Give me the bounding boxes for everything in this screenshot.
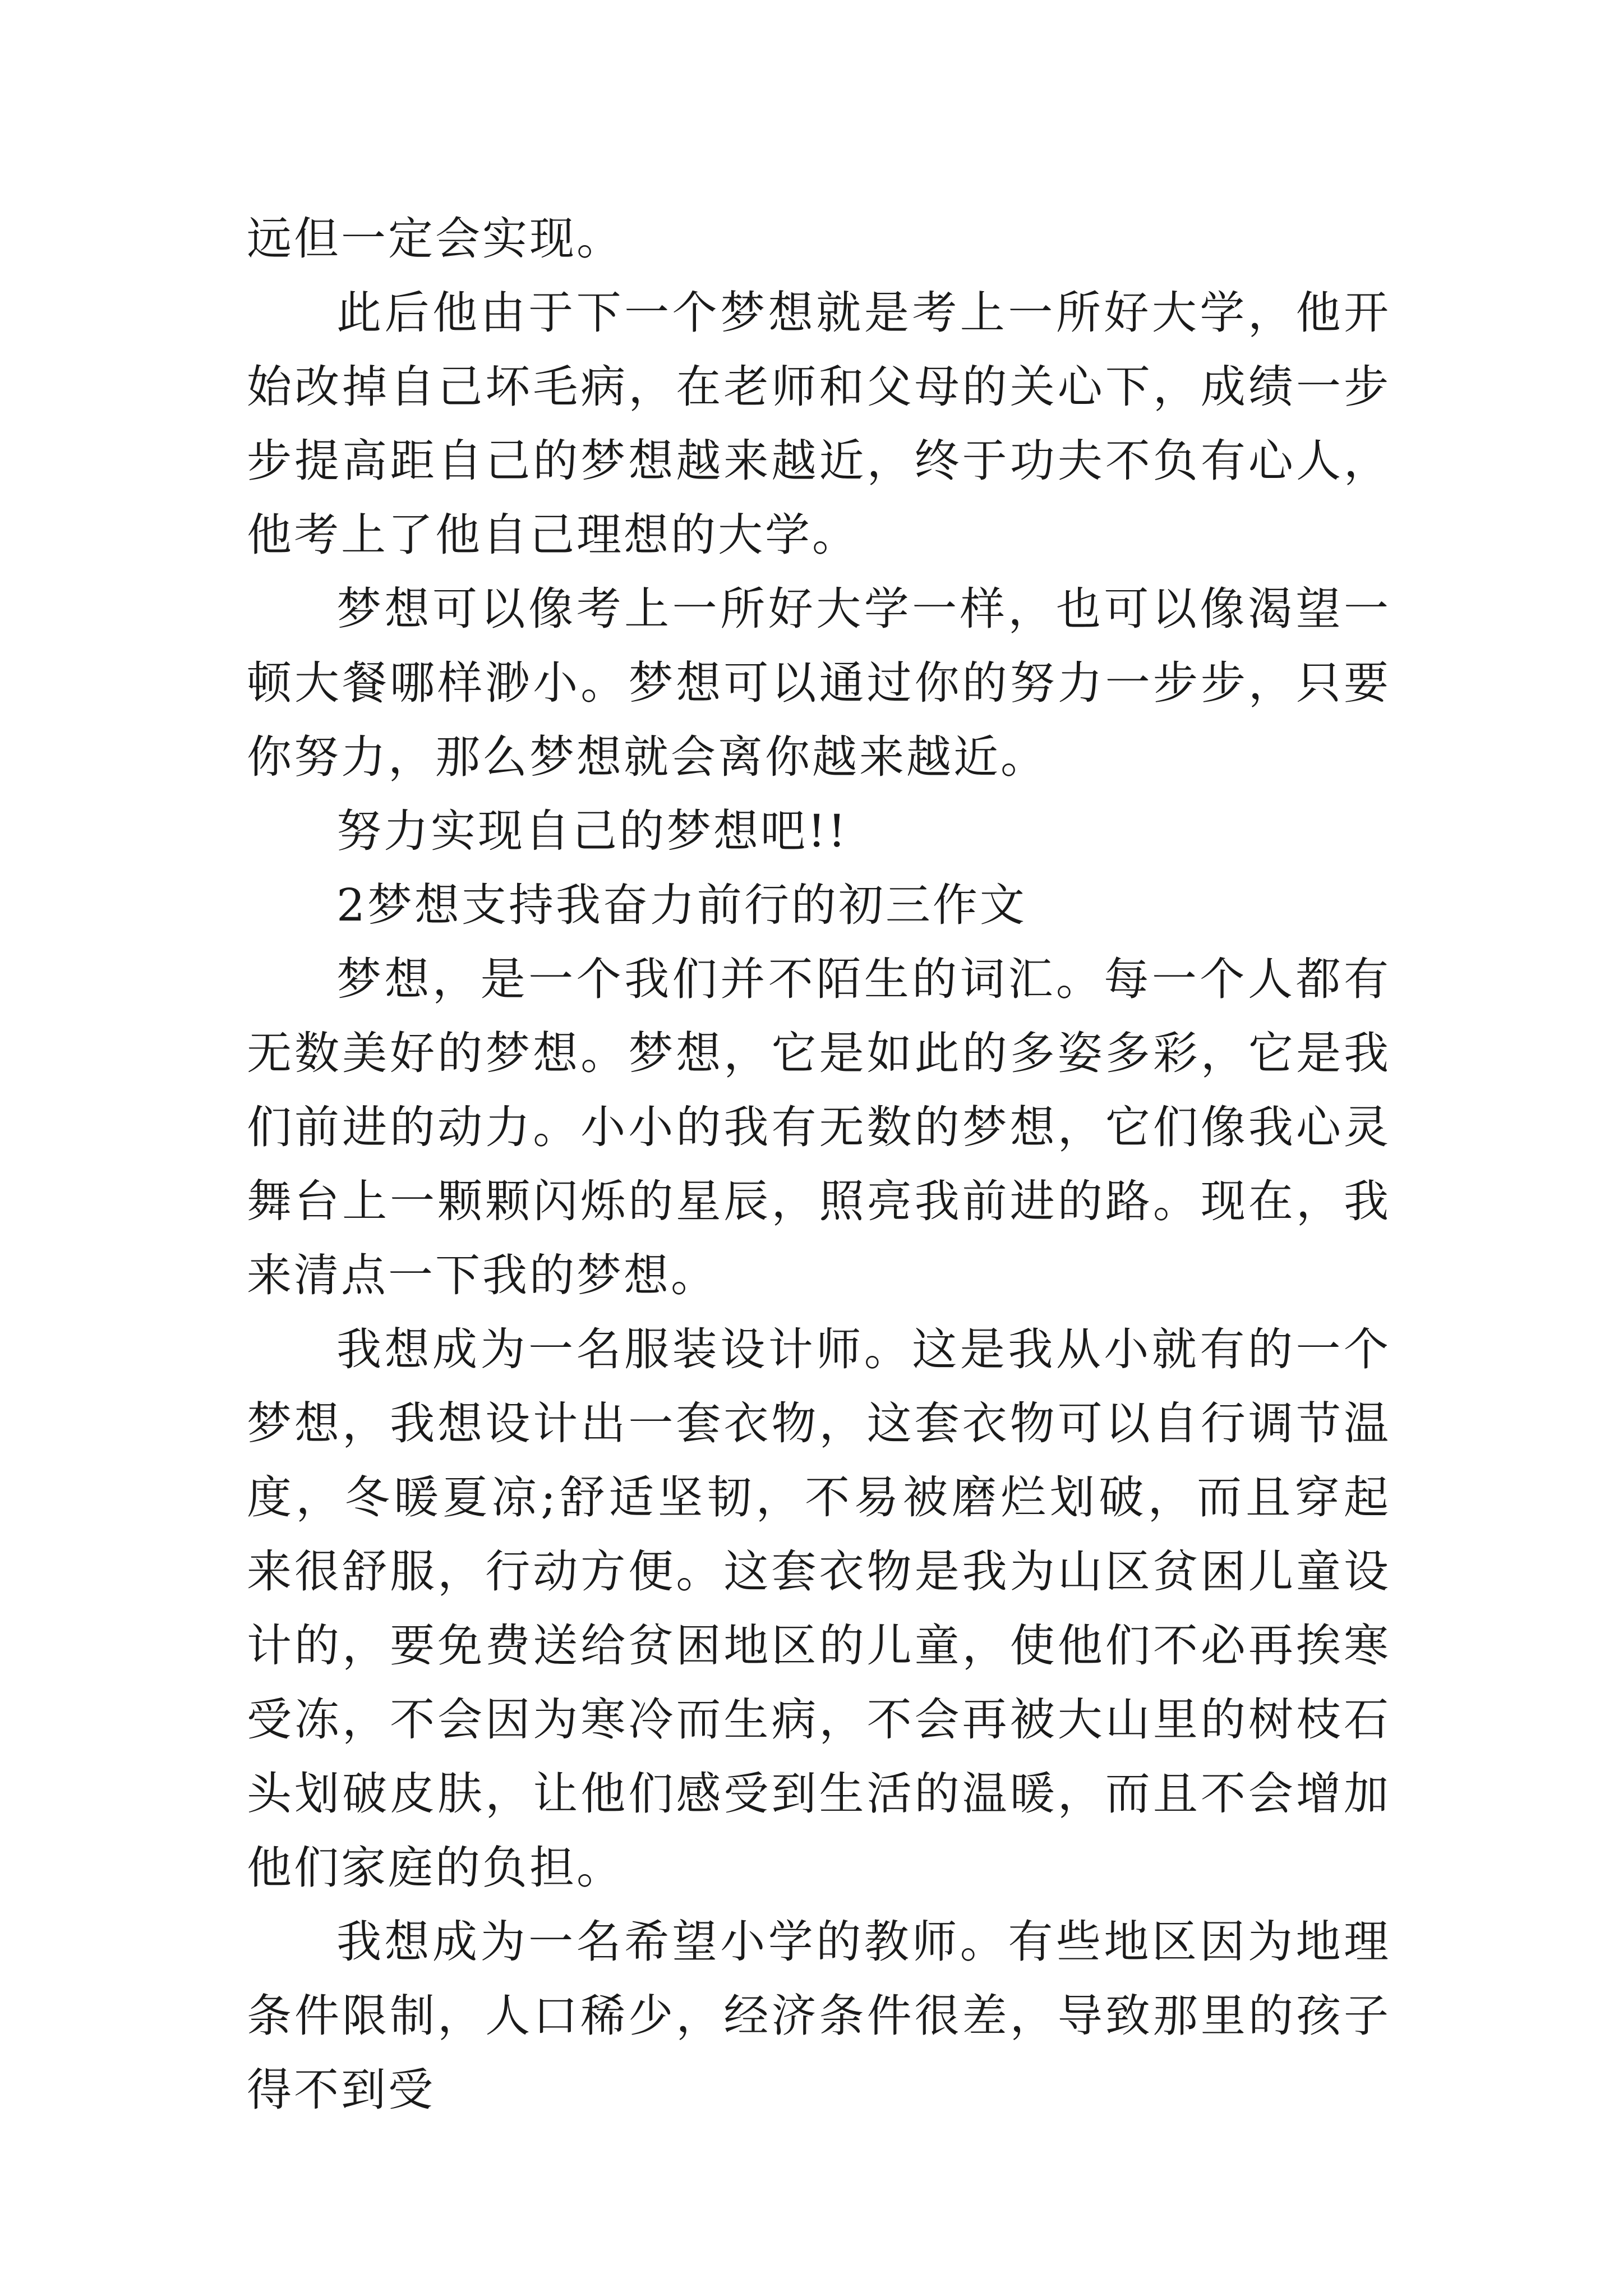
paragraph: 我想成为一名服装设计师。这是我从小就有的一个梦想，我想设计出一套衣物，这套衣物可以自行调节温度，冬暖夏凉;舒适坚韧，不易被磨烂划破，而且穿起来很舒服，行动方便。这套衣物是我为山区贫困儿童设计的，要免费送给贫困地区的儿童，使他们不必再挨寒受冻，不会因为寒冷而生病，不会再被大山里的树枝石头划破皮肤，让他们感受到生活的温暖，而且不会增加他们家庭的负担。 (247, 1323, 1391, 1894)
paragraph: 梦想，是一个我们并不陌生的词汇。每一个人都有无数美好的梦想。梦想，它是如此的多姿多彩，它是我们前进的动力。小小的我有无数的梦想，它们像我心灵舞台上一颗颗闪烁的星辰，照亮我前进的路。现在，我来清点一下我的梦想。 (247, 953, 1391, 1301)
paragraph-continuation: 远但一定会实现。 (247, 213, 624, 265)
paragraph: 此后他由于下一个梦想就是考上一所好大学，他开始改掉自己坏毛病，在老师和父母的关心下，成绩一步步提高距自己的梦想越来越近，终于功夫不负有心人，他考上了他自己理想的大学。 (247, 287, 1391, 561)
document-body (247, 202, 1391, 2127)
paragraph: 梦想可以像考上一所好大学一样，也可以像渴望一顿大餐哪样渺小。梦想可以通过你的努力一步步，只要你努力，那么梦想就会离你越来越近。 (247, 583, 1391, 783)
section-heading: 2梦想支持我奋力前行的初三作文 (336, 879, 1027, 931)
paragraph: 我想成为一名希望小学的教师。有些地区因为地理条件限制，人口稀少，经济条件很差，导致那里的孩子得不到受 (247, 1916, 1391, 2116)
paragraph: 努力实现自己的梦想吧!! (336, 805, 849, 857)
